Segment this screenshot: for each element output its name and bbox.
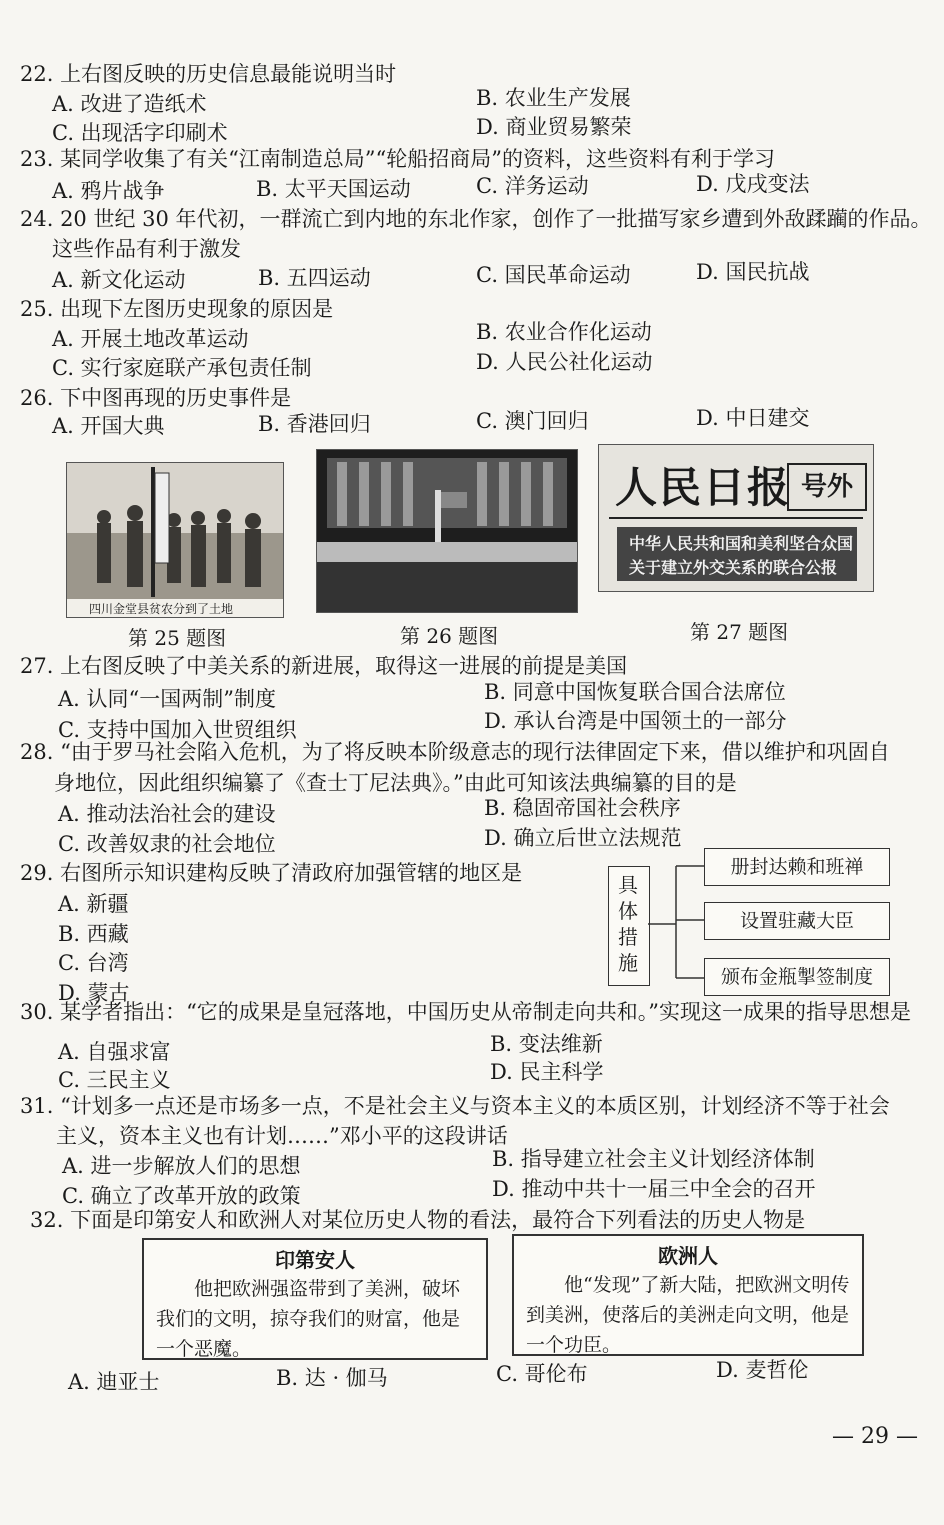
q23-option-a: A. 鸦片战争 xyxy=(52,179,165,203)
q26-stem: 26. 下中图再现的历史事件是 xyxy=(20,386,292,410)
q29-option-b: B. 西藏 xyxy=(58,922,129,946)
q23-option-b: B. 太平天国运动 xyxy=(256,177,411,201)
q32-option-c: C. 哥伦布 xyxy=(496,1362,588,1386)
q32-option-a: A. 迪亚士 xyxy=(68,1370,160,1394)
fig27-headline-line2: 关于建立外交关系的联合公报 xyxy=(629,558,838,577)
q24-stem-line2: 这些作品有利于激发 xyxy=(52,237,241,261)
fig27-masthead: 人民日报 xyxy=(615,463,792,512)
q23-option-c: C. 洋务运动 xyxy=(476,174,589,198)
q30-option-a: A. 自强求富 xyxy=(58,1040,171,1064)
fig26-caption: 第 26 题图 xyxy=(400,624,499,648)
q28-option-b: B. 稳固帝国社会秩序 xyxy=(484,796,681,820)
q30-option-c: C. 三民主义 xyxy=(58,1068,171,1092)
q26-option-c: C. 澳门回归 xyxy=(476,409,589,433)
fig27-rule xyxy=(609,517,863,519)
q24-option-d: D. 国民抗战 xyxy=(696,260,810,284)
q24-stem-line1: 24. 20 世纪 30 年代初，一群流亡到内地的东北作家，创作了一批描写家乡遭到外敌蹂躏的作品。 xyxy=(20,207,932,231)
q32-option-b: B. 达 · 伽马 xyxy=(276,1366,388,1390)
q23-stem: 23. 某同学收集了有关“江南制造总局”“轮船招商局”的资料，这些资料有利于学习 xyxy=(20,147,776,171)
q22-option-d: D. 商业贸易繁荣 xyxy=(476,115,632,139)
mindmap-root: 具体措施 xyxy=(618,873,638,975)
q28-option-c: C. 改善奴隶的社会地位 xyxy=(58,832,276,856)
q30-option-b: B. 变法维新 xyxy=(490,1032,603,1056)
q27-option-c: C. 支持中国加入世贸组织 xyxy=(58,718,297,742)
mindmap-item-2: 设置驻藏大臣 xyxy=(704,902,890,940)
q23-option-d: D. 戊戌变法 xyxy=(696,172,810,196)
farmers-photo-image xyxy=(67,463,283,617)
q29-option-a: A. 新疆 xyxy=(58,892,129,916)
q29-option-c: C. 台湾 xyxy=(58,951,129,975)
indian-quote-box xyxy=(142,1238,488,1360)
fig27-newspaper xyxy=(598,444,874,592)
ceremony-photo-image xyxy=(317,450,577,612)
q26-option-d: D. 中日建交 xyxy=(696,406,810,430)
q22-option-c: C. 出现活字印刷术 xyxy=(52,121,228,145)
q31-stem-line1: 31. “计划多一点还是市场多一点，不是社会主义与资本主义的本质区别，计划经济不等于社会 xyxy=(20,1094,890,1118)
fig25-photo xyxy=(66,462,284,618)
q28-option-a: A. 推动法治社会的建设 xyxy=(58,802,276,826)
q26-option-b: B. 香港回归 xyxy=(258,412,371,436)
fig25-inner-caption: 四川金堂县贫农分到了土地 xyxy=(89,602,234,616)
q27-option-d: D. 承认台湾是中国领土的一部分 xyxy=(484,709,787,733)
q32-option-d: D. 麦哲伦 xyxy=(716,1358,809,1382)
q26-option-a: A. 开国大典 xyxy=(52,414,165,438)
q25-option-b: B. 农业合作化运动 xyxy=(476,320,652,344)
indian-quote-title: 印第安人 xyxy=(275,1248,355,1272)
q27-option-b: B. 同意中国恢复联合国合法席位 xyxy=(484,680,786,704)
indian-quote-text: 他把欧洲强盗带到了美洲，破坏我们的文明，掠夺我们的财富，他是一个恶魔。 xyxy=(156,1278,461,1360)
q24-option-b: B. 五四运动 xyxy=(258,266,371,290)
european-quote-text: 他“发现”了新大陆，把欧洲文明传到美洲，使落后的美洲走向文明，他是一个功臣。 xyxy=(526,1274,850,1356)
q31-stem-line2: 主义，资本主义也有计划……”邓小平的这段讲话 xyxy=(56,1124,508,1148)
page-number: — 29 — xyxy=(832,1424,918,1449)
q25-stem: 25. 出现下左图历史现象的原因是 xyxy=(20,297,334,321)
fig25-caption: 第 25 题图 xyxy=(128,626,227,650)
mindmap-item-1: 册封达赖和班禅 xyxy=(704,848,890,886)
fig27-headline-line1: 中华人民共和国和美利坚合众国 xyxy=(629,534,854,553)
q29-option-d: D. 蒙古 xyxy=(58,981,130,1005)
q30-option-d: D. 民主科学 xyxy=(490,1060,604,1084)
q32-stem: 32. 下面是印第安人和欧洲人对某位历史人物的看法，最符合下列看法的历史人物是 xyxy=(30,1208,806,1232)
q31-option-c: C. 确立了改革开放的政策 xyxy=(62,1184,301,1208)
q28-option-d: D. 确立后世立法规范 xyxy=(484,826,682,850)
q27-stem: 27. 上右图反映了中美关系的新进展，取得这一进展的前提是美国 xyxy=(20,654,628,678)
q25-option-d: D. 人民公社化运动 xyxy=(476,350,653,374)
q28-stem-line1: 28. “由于罗马社会陷入危机，为了将反映本阶级意志的现行法律固定下来，借以维护和巩固自 xyxy=(20,740,890,764)
fig27-haowai: 号外 xyxy=(787,463,867,511)
q24-option-c: C. 国民革命运动 xyxy=(476,263,631,287)
q28-stem-line2: 身地位，因此组织编纂了《查士丁尼法典》。”由此可知该法典编纂的目的是 xyxy=(54,771,737,795)
q25-option-c: C. 实行家庭联产承包责任制 xyxy=(52,356,312,380)
mindmap-connectors xyxy=(648,860,704,990)
fig27-caption: 第 27 题图 xyxy=(690,620,789,644)
q22-option-a: A. 改进了造纸术 xyxy=(52,92,207,116)
q29-stem: 29. 右图所示知识建构反映了清政府加强管辖的地区是 xyxy=(20,861,523,885)
q27-option-a: A. 认同“一国两制”制度 xyxy=(58,687,276,711)
european-quote-title: 欧洲人 xyxy=(658,1244,718,1268)
q31-option-a: A. 进一步解放人们的思想 xyxy=(62,1154,301,1178)
q24-option-a: A. 新文化运动 xyxy=(52,268,186,292)
fig26-photo xyxy=(316,449,578,613)
european-quote-box xyxy=(512,1234,864,1356)
mindmap-item-3: 颁布金瓶掣签制度 xyxy=(704,958,890,996)
q30-stem: 30. 某学者指出：“它的成果是皇冠落地，中国历史从帝制走向共和。”实现这一成果的指导思想是 xyxy=(20,1000,912,1024)
q31-option-d: D. 推动中共十一届三中全会的召开 xyxy=(492,1177,816,1201)
q22-option-b: B. 农业生产发展 xyxy=(476,86,631,110)
q31-option-b: B. 指导建立社会主义计划经济体制 xyxy=(492,1147,815,1171)
q22-stem: 22. 上右图反映的历史信息最能说明当时 xyxy=(20,62,397,86)
q25-option-a: A. 开展土地改革运动 xyxy=(52,327,249,351)
